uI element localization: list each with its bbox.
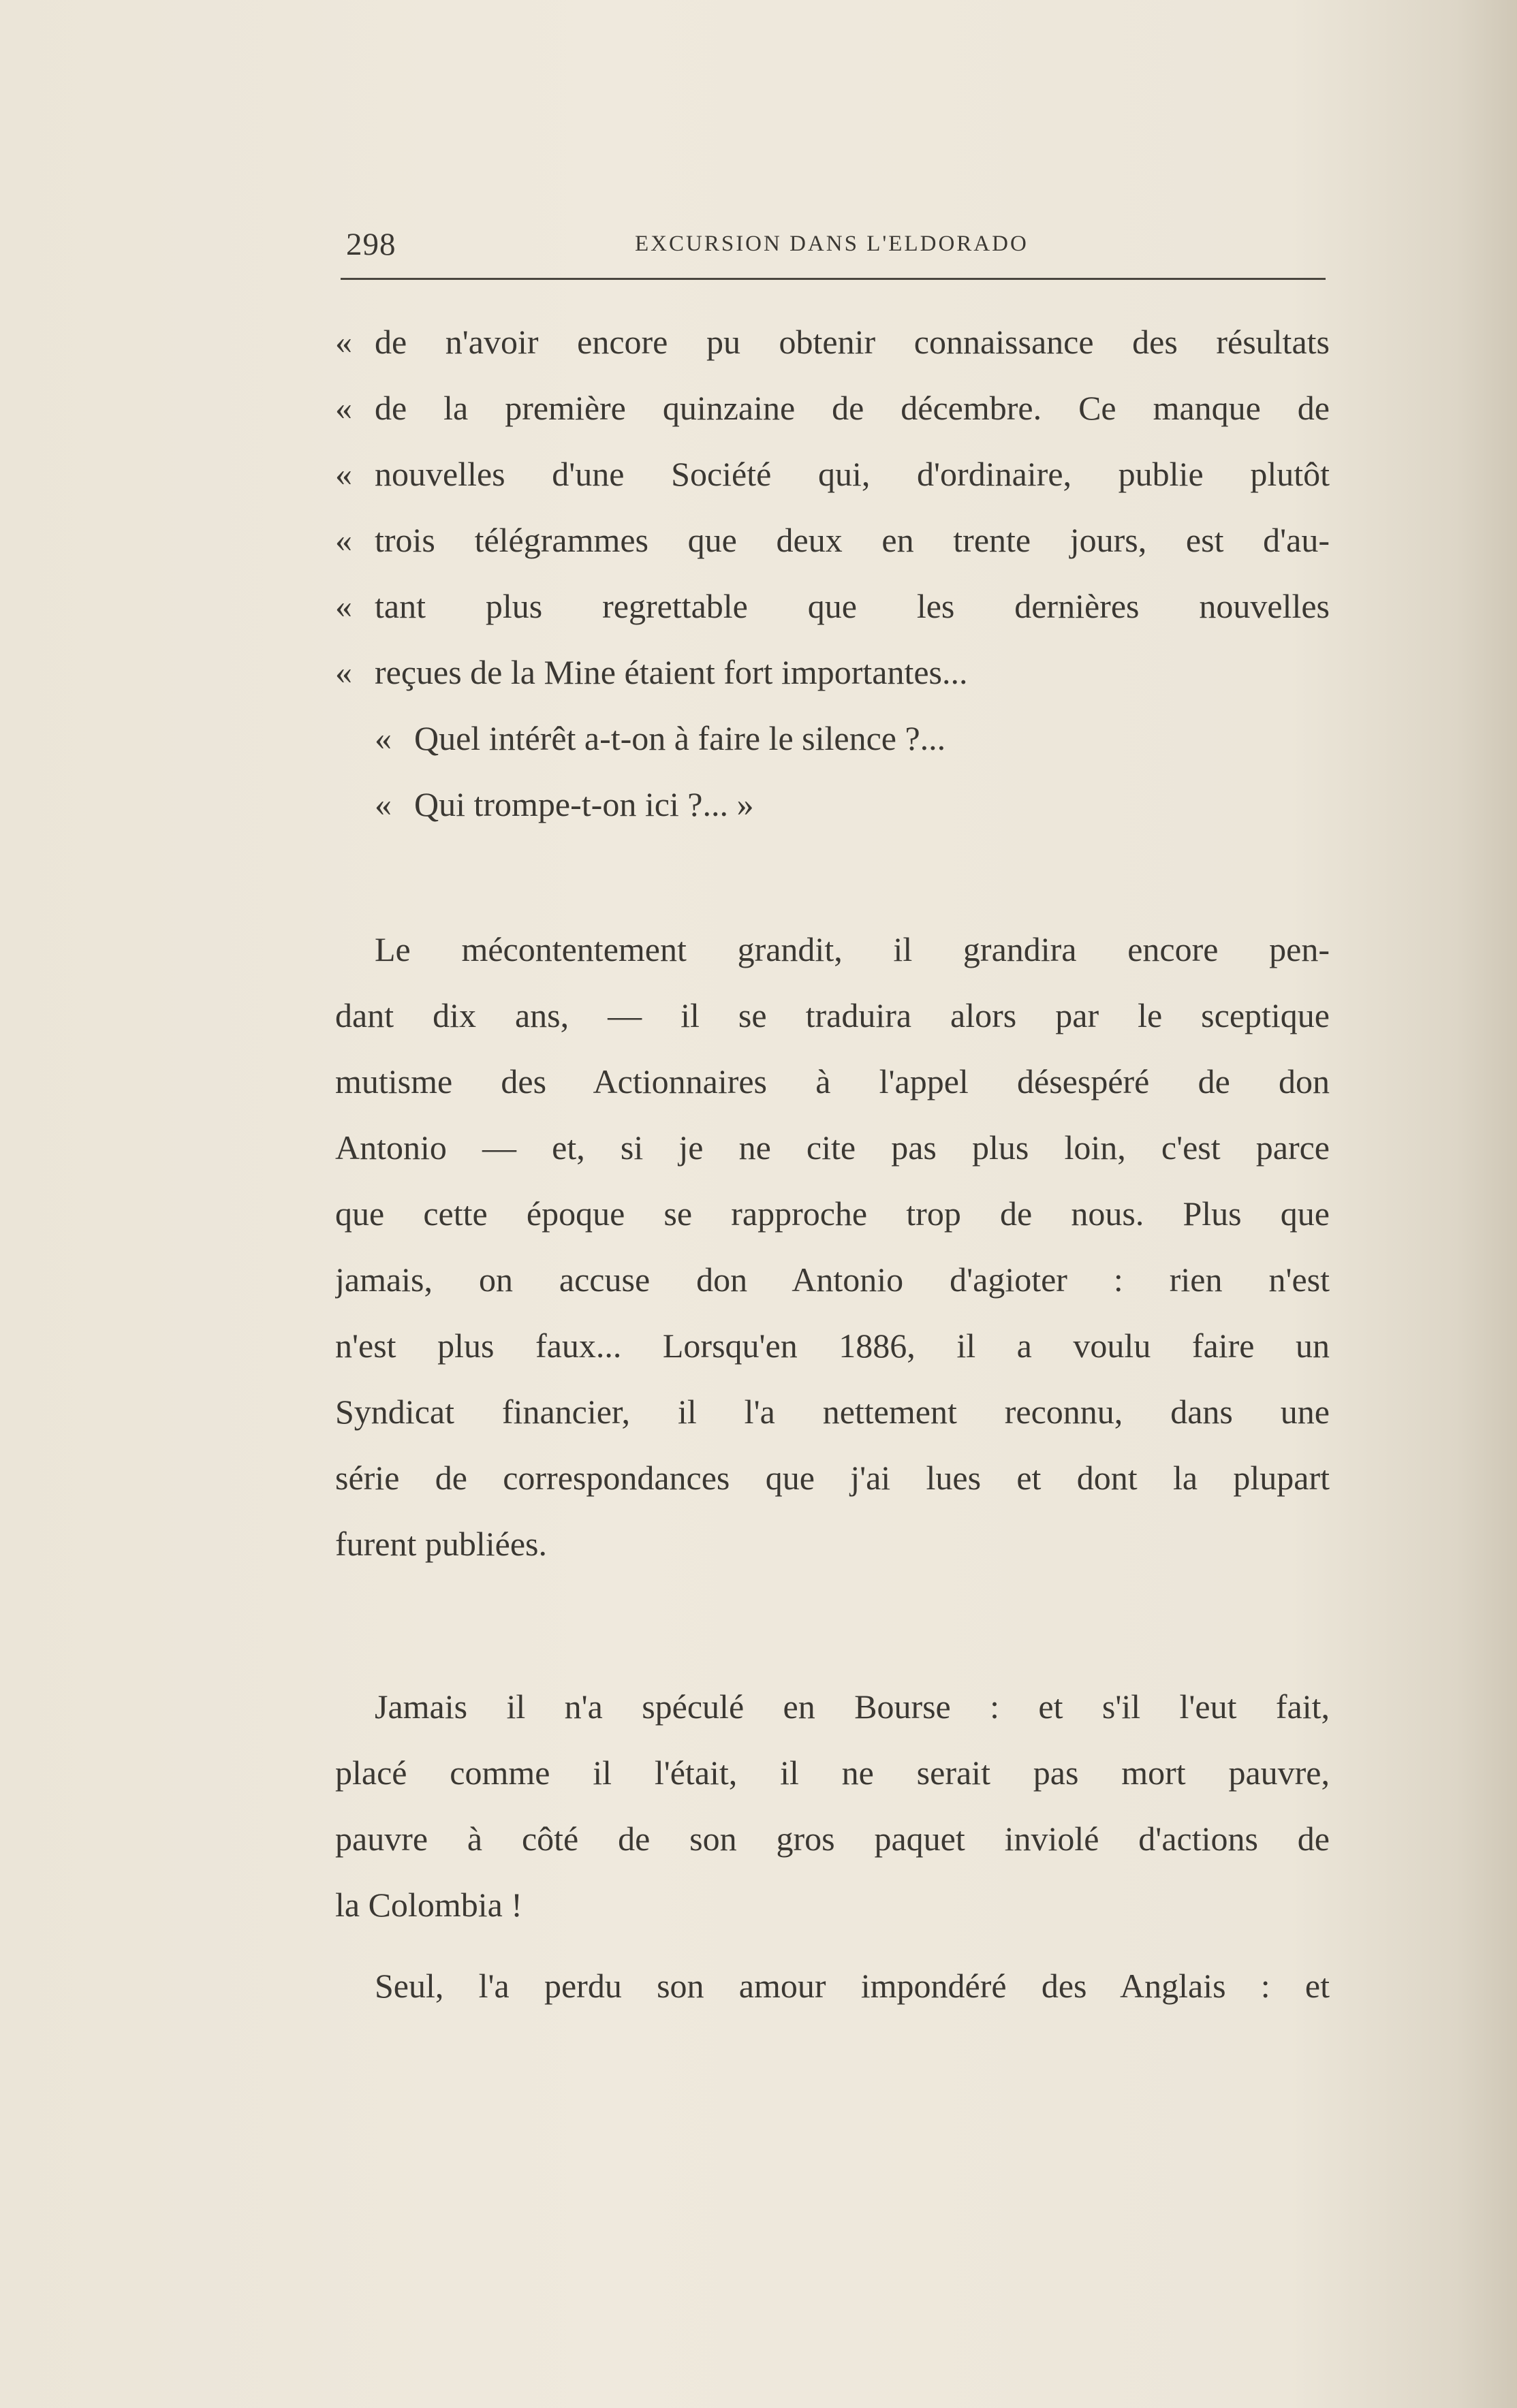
text-line [335,1953,1330,2019]
paragraph [335,1674,1330,1938]
text-line: mutisme des Actionnaires à l'appel désespéré de don [335,1062,1330,1100]
quote-mark: « [335,455,352,493]
quote-mark: « [335,521,352,559]
text-line: n'est plus faux... Lorsqu'en 1886, il a voulu faire un [335,1327,1330,1365]
quote-text: tant plus regrettable que les dernières nouvelles [375,587,1330,625]
text-line: placé comme il l'était, il ne serait pas mort pauvre, [335,1754,1330,1792]
paragraph [335,1953,1330,2019]
quote-line [335,639,1330,706]
text-line: série de correspondances que j'ai lues et dont la plupart [335,1459,1330,1497]
text-line [335,917,1330,983]
quote-text: reçues de la Mine étaient fort importantes... [375,653,968,691]
text-line: que cette époque se rapproche trop de nous. Plus que [335,1194,1330,1233]
quoted-telegram [335,309,1330,838]
quote-mark: « [335,653,352,691]
line-text: Jamais il n'a spéculé en Bourse : et s'il l'eut fait, [375,1688,1330,1726]
quote-text: de n'avoir encore pu obtenir connaissance des résultats [375,323,1330,361]
quote-mark: « [335,389,352,427]
text-line: Antonio — et, si je ne cite pas plus loin, c'est parce [335,1128,1330,1167]
quote-text: trois télégrammes que deux en trente jours, est d'au- [375,521,1330,559]
quote-line [335,573,1330,639]
text-line: jamais, on accuse don Antonio d'agioter : rien n'est [335,1261,1330,1299]
quote-text: nouvelles d'une Société qui, d'ordinaire, publie plutôt [375,455,1330,493]
text-line: la Colombia ! [335,1886,522,1924]
text-line [335,1674,1330,1740]
quote-mark: « [335,323,352,361]
text-line: pauvre à côté de son gros paquet inviolé d'actions de [335,1820,1330,1858]
running-title: EXCURSION DANS L'ELDORADO [635,232,1029,256]
quote-mark: « [375,719,392,757]
quote-mark: « [375,785,392,823]
paragraph [335,917,1330,1577]
quote-text: de la première quinzaine de décembre. Ce manque de [375,389,1330,427]
line-text: Le mécontentement grandit, il grandira encore pen- [375,930,1330,968]
quote-line [335,441,1330,507]
quote-line [335,309,1330,375]
quote-text: Qui trompe-t-on ici ?... » [414,785,754,823]
text-line: Syndicat financier, il l'a nettement reconnu, dans une [335,1393,1330,1431]
text-line: furent publiées. [335,1525,548,1563]
quote-line [335,375,1330,441]
quote-line [335,772,1330,838]
line-text: Seul, l'a perdu son amour impondéré des Anglais : et [375,1967,1330,2005]
page-header [346,219,1326,260]
quote-line [335,507,1330,573]
quote-text: Quel intérêt a-t-on à faire le silence ?... [414,719,946,757]
quote-line [335,706,1330,772]
page-number: 298 [346,227,396,262]
quote-mark: « [335,587,352,625]
header-rule [341,278,1326,280]
text-line: dant dix ans, — il se traduira alors par le sceptique [335,996,1330,1034]
